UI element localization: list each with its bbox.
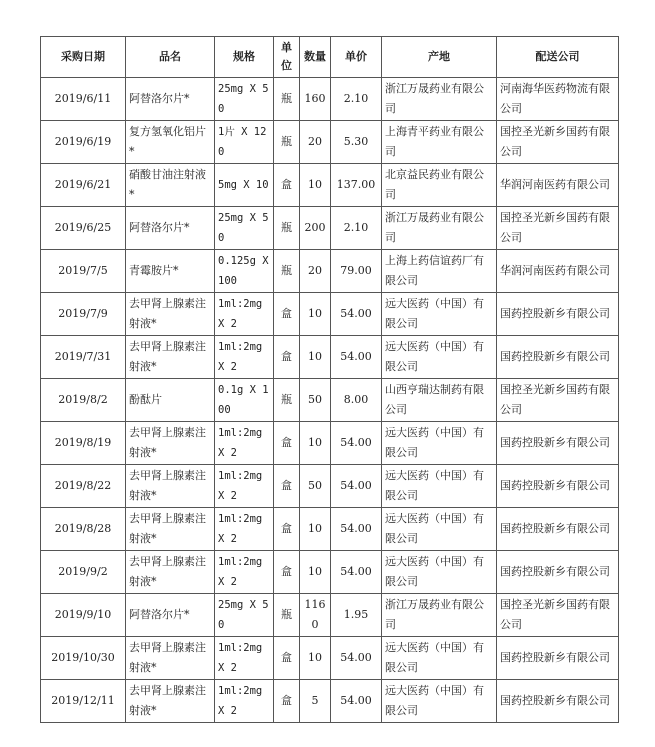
cell-date: 2019/7/5 [41, 250, 126, 293]
cell-spec: 1ml:2mg X 2 [215, 508, 274, 551]
cell-spec: 1ml:2mg X 2 [215, 293, 274, 336]
cell-qty: 1160 [300, 594, 331, 637]
table-row [41, 508, 619, 551]
cell-date: 2019/6/19 [41, 121, 126, 164]
cell-distributor: 河南海华医药物流有限公司 [497, 78, 619, 121]
cell-qty: 10 [300, 637, 331, 680]
cell-name: 青霉胺片* [126, 250, 215, 293]
cell-spec: 25mg X 50 [215, 207, 274, 250]
cell-origin: 浙江万晟药业有限公司 [382, 207, 497, 250]
cell-origin: 远大医药（中国）有限公司 [382, 508, 497, 551]
header-unit: 单位 [274, 37, 300, 78]
cell-date: 2019/6/25 [41, 207, 126, 250]
cell-unit: 盒 [274, 293, 300, 336]
purchase-table [40, 36, 619, 723]
cell-unit: 盒 [274, 508, 300, 551]
cell-unit: 盒 [274, 465, 300, 508]
cell-price: 137.00 [331, 164, 382, 207]
cell-price: 2.10 [331, 78, 382, 121]
cell-spec: 1ml:2mg X 2 [215, 637, 274, 680]
cell-qty: 20 [300, 250, 331, 293]
header-date: 采购日期 [41, 37, 126, 78]
cell-spec: 1ml:2mg X 2 [215, 336, 274, 379]
cell-spec: 1片 X 120 [215, 121, 274, 164]
cell-spec: 0.125g X 100 [215, 250, 274, 293]
cell-name: 去甲肾上腺素注射液* [126, 465, 215, 508]
table-row [41, 637, 619, 680]
cell-spec: 1ml:2mg X 2 [215, 551, 274, 594]
cell-distributor: 国药控股新乡有限公司 [497, 551, 619, 594]
cell-spec: 25mg X 50 [215, 594, 274, 637]
header-origin: 产地 [382, 37, 497, 78]
cell-name: 去甲肾上腺素注射液* [126, 293, 215, 336]
cell-qty: 10 [300, 164, 331, 207]
cell-distributor: 国控圣光新乡国药有限公司 [497, 379, 619, 422]
cell-name: 去甲肾上腺素注射液* [126, 637, 215, 680]
cell-unit: 盒 [274, 422, 300, 465]
cell-unit: 瓶 [274, 594, 300, 637]
cell-unit: 盒 [274, 637, 300, 680]
cell-qty: 50 [300, 379, 331, 422]
cell-distributor: 国控圣光新乡国药有限公司 [497, 121, 619, 164]
cell-name: 去甲肾上腺素注射液* [126, 508, 215, 551]
cell-unit: 盒 [274, 551, 300, 594]
cell-origin: 山西亨瑞达制药有限公司 [382, 379, 497, 422]
cell-qty: 10 [300, 336, 331, 379]
cell-qty: 10 [300, 508, 331, 551]
cell-qty: 10 [300, 422, 331, 465]
cell-price: 54.00 [331, 680, 382, 723]
table-row [41, 207, 619, 250]
cell-date: 2019/8/28 [41, 508, 126, 551]
cell-qty: 10 [300, 293, 331, 336]
cell-origin: 远大医药（中国）有限公司 [382, 637, 497, 680]
cell-origin: 远大医药（中国）有限公司 [382, 465, 497, 508]
cell-origin: 远大医药（中国）有限公司 [382, 422, 497, 465]
cell-unit: 盒 [274, 336, 300, 379]
cell-unit: 瓶 [274, 379, 300, 422]
cell-price: 79.00 [331, 250, 382, 293]
cell-date: 2019/7/9 [41, 293, 126, 336]
cell-name: 去甲肾上腺素注射液* [126, 336, 215, 379]
cell-origin: 浙江万晟药业有限公司 [382, 78, 497, 121]
cell-date: 2019/9/2 [41, 551, 126, 594]
cell-unit: 瓶 [274, 121, 300, 164]
cell-date: 2019/8/2 [41, 379, 126, 422]
table-row [41, 293, 619, 336]
cell-price: 54.00 [331, 551, 382, 594]
cell-unit: 瓶 [274, 78, 300, 121]
cell-origin: 北京益民药业有限公司 [382, 164, 497, 207]
cell-unit: 盒 [274, 164, 300, 207]
cell-origin: 远大医药（中国）有限公司 [382, 336, 497, 379]
cell-price: 54.00 [331, 465, 382, 508]
cell-spec: 25mg X 50 [215, 78, 274, 121]
cell-distributor: 国药控股新乡有限公司 [497, 336, 619, 379]
cell-date: 2019/7/31 [41, 336, 126, 379]
cell-distributor: 国药控股新乡有限公司 [497, 680, 619, 723]
cell-distributor: 国控圣光新乡国药有限公司 [497, 594, 619, 637]
cell-name: 硝酸甘油注射液* [126, 164, 215, 207]
cell-price: 54.00 [331, 637, 382, 680]
cell-qty: 5 [300, 680, 331, 723]
table-row [41, 680, 619, 723]
cell-origin: 远大医药（中国）有限公司 [382, 551, 497, 594]
cell-name: 去甲肾上腺素注射液* [126, 680, 215, 723]
cell-spec: 1ml:2mg X 2 [215, 680, 274, 723]
table-row [41, 379, 619, 422]
cell-date: 2019/12/11 [41, 680, 126, 723]
cell-spec: 5mg X 10 [215, 164, 274, 207]
cell-name: 酚酞片 [126, 379, 215, 422]
cell-name: 去甲肾上腺素注射液* [126, 422, 215, 465]
cell-price: 5.30 [331, 121, 382, 164]
cell-qty: 10 [300, 551, 331, 594]
table-row [41, 164, 619, 207]
table-row [41, 78, 619, 121]
table-row [41, 551, 619, 594]
cell-price: 54.00 [331, 293, 382, 336]
cell-spec: 1ml:2mg X 2 [215, 465, 274, 508]
header-qty: 数量 [300, 37, 331, 78]
cell-name: 阿替洛尔片* [126, 78, 215, 121]
cell-origin: 上海上药信谊药厂有限公司 [382, 250, 497, 293]
cell-name: 阿替洛尔片* [126, 207, 215, 250]
header-distributor: 配送公司 [497, 37, 619, 78]
cell-price: 1.95 [331, 594, 382, 637]
table-row [41, 422, 619, 465]
cell-name: 复方氢氧化铝片* [126, 121, 215, 164]
cell-date: 2019/6/21 [41, 164, 126, 207]
cell-spec: 0.1g X 100 [215, 379, 274, 422]
cell-price: 8.00 [331, 379, 382, 422]
cell-distributor: 国药控股新乡有限公司 [497, 422, 619, 465]
header-name: 品名 [126, 37, 215, 78]
cell-name: 去甲肾上腺素注射液* [126, 551, 215, 594]
table-row [41, 250, 619, 293]
cell-qty: 200 [300, 207, 331, 250]
table-row [41, 465, 619, 508]
cell-qty: 50 [300, 465, 331, 508]
cell-date: 2019/9/10 [41, 594, 126, 637]
cell-price: 2.10 [331, 207, 382, 250]
cell-price: 54.00 [331, 422, 382, 465]
header-price: 单价 [331, 37, 382, 78]
cell-distributor: 国药控股新乡有限公司 [497, 465, 619, 508]
cell-unit: 盒 [274, 680, 300, 723]
cell-date: 2019/6/11 [41, 78, 126, 121]
cell-price: 54.00 [331, 336, 382, 379]
cell-spec: 1ml:2mg X 2 [215, 422, 274, 465]
table-row [41, 121, 619, 164]
cell-distributor: 华润河南医药有限公司 [497, 250, 619, 293]
cell-distributor: 国药控股新乡有限公司 [497, 508, 619, 551]
table-row [41, 594, 619, 637]
cell-qty: 20 [300, 121, 331, 164]
cell-date: 2019/8/19 [41, 422, 126, 465]
cell-unit: 瓶 [274, 250, 300, 293]
cell-distributor: 国药控股新乡有限公司 [497, 293, 619, 336]
cell-origin: 浙江万晟药业有限公司 [382, 594, 497, 637]
table-row [41, 336, 619, 379]
cell-distributor: 华润河南医药有限公司 [497, 164, 619, 207]
table-header-row [41, 37, 619, 78]
cell-distributor: 国控圣光新乡国药有限公司 [497, 207, 619, 250]
cell-qty: 160 [300, 78, 331, 121]
cell-origin: 远大医药（中国）有限公司 [382, 680, 497, 723]
cell-unit: 瓶 [274, 207, 300, 250]
cell-distributor: 国药控股新乡有限公司 [497, 637, 619, 680]
cell-price: 54.00 [331, 508, 382, 551]
cell-origin: 远大医药（中国）有限公司 [382, 293, 497, 336]
cell-date: 2019/10/30 [41, 637, 126, 680]
cell-date: 2019/8/22 [41, 465, 126, 508]
cell-name: 阿替洛尔片* [126, 594, 215, 637]
cell-origin: 上海青平药业有限公司 [382, 121, 497, 164]
header-spec: 规格 [215, 37, 274, 78]
